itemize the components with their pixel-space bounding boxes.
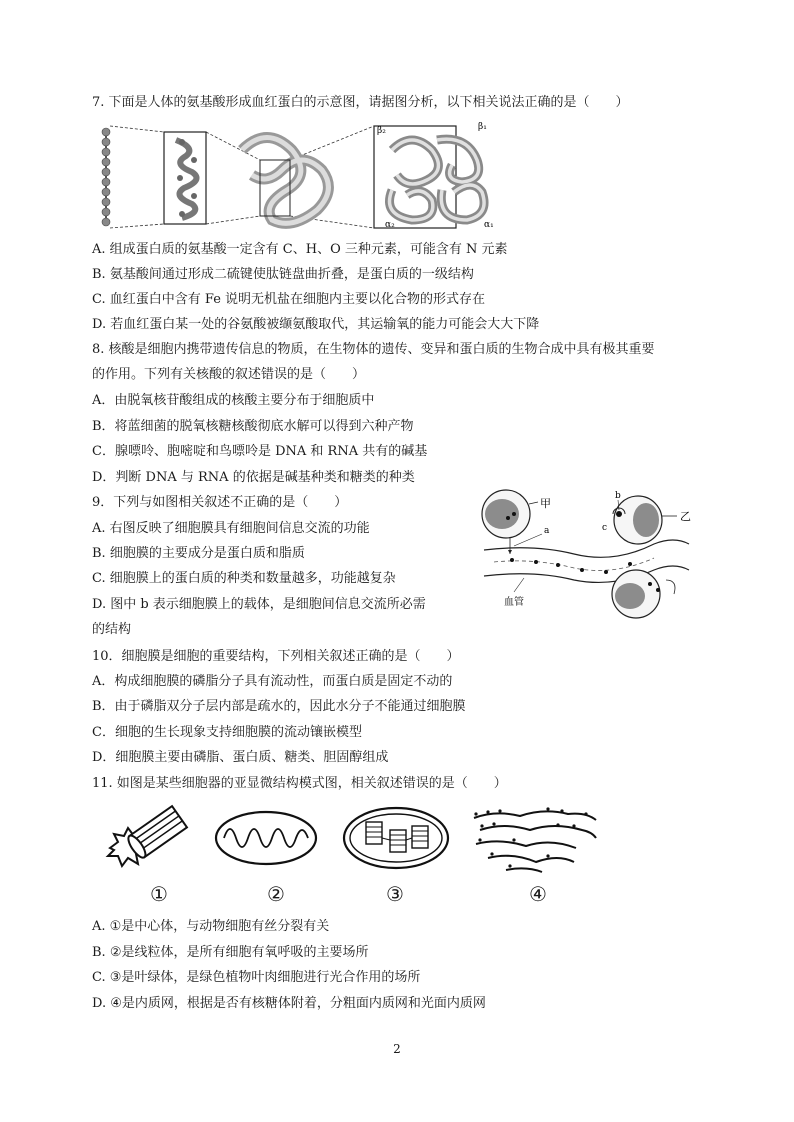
q9-option-c: C. 细胞膜上的蛋白质的种类和数量越多，功能越复杂: [92, 571, 396, 586]
q7-option-d: D. 若血红蛋白某一处的谷氨酸被缬氨酸取代，其运输氧的能力可能会大大下降: [92, 317, 540, 332]
q10-stem: 10．细胞膜是细胞的重要结构，下列相关叙述正确的是（ ）: [92, 649, 460, 664]
label-c: c: [602, 523, 608, 533]
q9-option-d-continued: 的结构: [92, 622, 132, 637]
beta1-label: β₁: [478, 122, 487, 132]
vessel-label: 血管: [504, 597, 524, 608]
q8-stem-line1: 8. 核酸是细胞内携带遗传信息的物质，在生物体的遗传、变异和蛋白质的生物合成中具有极其重要: [92, 342, 655, 357]
q10-option-c: C．细胞的生长现象支持细胞膜的流动镶嵌模型: [92, 725, 362, 740]
ribosome-dots: [474, 807, 587, 867]
q8-option-b: B．将蓝细菌的脱氧核糖核酸彻底水解可以得到六种产物: [92, 419, 414, 434]
cell-jia-label: 甲: [540, 497, 551, 510]
figure-label-2: ②: [267, 882, 285, 906]
q8-option-c: C．腺嘌呤、胞嘧啶和鸟嘌呤是 DNA 和 RNA 共有的碱基: [92, 444, 428, 459]
q7-option-b: B. 氨基酸间通过形成二硫键使肽链盘曲折叠，是蛋白质的一级结构: [92, 267, 474, 282]
q10-option-a: A．构成细胞膜的磷脂分子具有流动性，而蛋白质是固定不动的: [92, 674, 453, 689]
centriole-drawing: [108, 806, 187, 866]
q7-option-c: C. 血红蛋白中含有 Fe 说明无机盐在细胞内主要以化合物的形式存在: [92, 292, 486, 307]
cell-signaling-figure: [474, 484, 704, 624]
figure-label-1: ①: [150, 882, 168, 906]
alpha1-label: α₁: [484, 220, 494, 230]
cell-yi-label: 乙: [680, 510, 691, 523]
q9-stem: 9．下列与如图相关叙述不正确的是（ ）: [92, 495, 348, 510]
figure-label-3: ③: [386, 882, 404, 906]
page-number: 2: [393, 1042, 401, 1056]
q11-option-c: C. ③是叶绿体，是绿色植物叶肉细胞进行光合作用的场所: [92, 970, 421, 985]
q8-stem-line2: 的作用。下列有关核酸的叙述错误的是（ ）: [92, 367, 366, 382]
q10-option-b: B．由于磷脂双分子层内部是疏水的，因此水分子不能通过细胞膜: [92, 699, 466, 714]
chloroplast-drawing: [344, 808, 448, 868]
alpha2-label: α₂: [385, 220, 395, 230]
q9-option-b: B. 细胞膜的主要成分是蛋白质和脂质: [92, 546, 305, 561]
beta2-label: β₂: [377, 126, 386, 136]
figure-label-4: ④: [529, 882, 547, 906]
q9-option-a: A. 右图反映了细胞膜具有细胞间信息交流的功能: [92, 521, 370, 536]
q9-option-d: D. 图中 b 表示细胞膜上的载体，是细胞间信息交流所必需: [92, 597, 426, 612]
endoplasmic-reticulum-drawing: [474, 811, 596, 872]
hemoglobin-figure: [92, 120, 512, 232]
q11-option-d: D. ④是内质网，根据是否有核糖体附着，分粗面内质网和光面内质网: [92, 996, 486, 1011]
q11-option-b: B. ②是线粒体，是所有细胞有氧呼吸的主要场所: [92, 945, 369, 960]
organelles-figure: [96, 800, 606, 880]
label-b: b: [615, 491, 621, 501]
q10-option-d: D．细胞膜主要由磷脂、蛋白质、糖类、胆固醇组成: [92, 750, 389, 765]
q11-option-a: A. ①是中心体，与动物细胞有丝分裂有关: [92, 919, 330, 934]
q7-option-a: A. 组成蛋白质的氨基酸一定含有 C、H、O 三种元素，可能含有 N 元素: [92, 242, 508, 257]
q8-option-a: A．由脱氧核苷酸组成的核酸主要分布于细胞质中: [92, 393, 375, 408]
mitochondrion-drawing: [216, 812, 316, 864]
q11-stem: 11. 如图是某些细胞器的亚显微结构模式图，相关叙述错误的是（ ）: [92, 776, 507, 791]
q7-stem: 7. 下面是人体的氨基酸形成血红蛋白的示意图，请据图分析，以下相关说法正确的是（ ）: [92, 95, 629, 110]
q8-option-d: D．判断 DNA 与 RNA 的依据是碱基种类和糖类的种类: [92, 470, 415, 485]
label-a: a: [544, 526, 550, 536]
